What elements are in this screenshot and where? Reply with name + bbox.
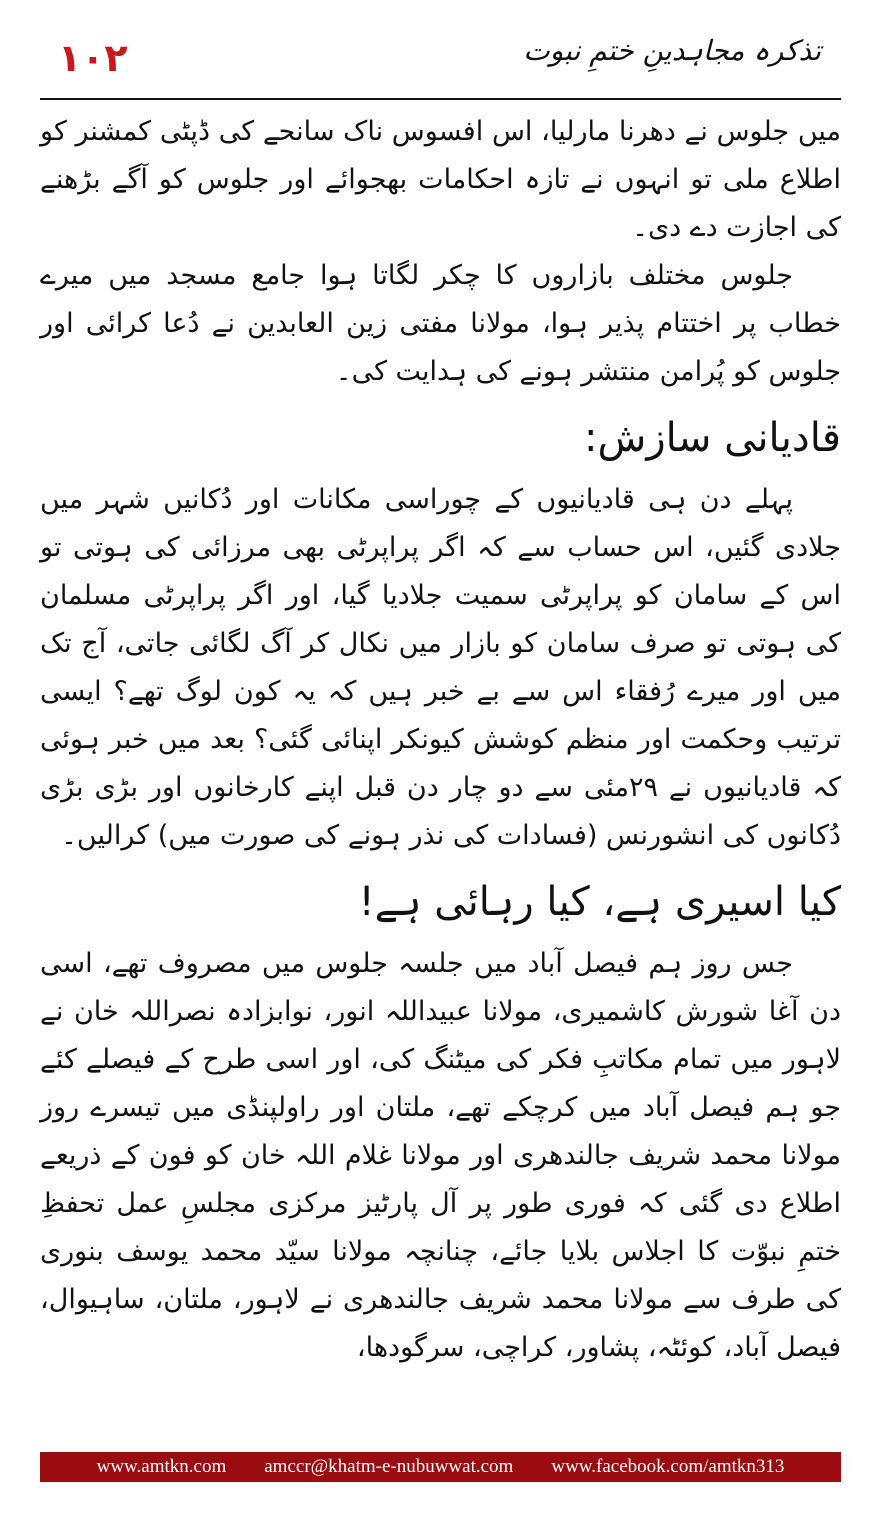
header-divider <box>40 98 841 100</box>
paragraph-2: جلوس مختلف بازاروں کا چکر لگاتا ہوا جامع مسجد میں میرے خطاب پر اختتام پذیر ہوا، مولانا مفتی زین العابدین نے دُعا کرائی اور جلوس کو پُرامن منتشر ہونے کی ہدایت کی۔ <box>40 260 841 387</box>
footer-facebook-link[interactable]: www.facebook.com/amtkn313 <box>551 1456 785 1477</box>
page-number: ١٠٢ <box>58 36 128 80</box>
footer-website-link[interactable]: www.amtkn.com <box>96 1456 227 1477</box>
paragraph-3: پہلے دن ہی قادیانیوں کے چوراسی مکانات اور دُکانیں شہر میں جلادی گئیں، اس حساب سے کہ اگر پراپرٹی بھی مرزائی کی ہوتی تو اس کے سامان کو پراپرٹی سمیت جلادیا گیا، اور اگر پراپرٹی مسلمان کی ہوتی تو صرف سامان کو بازار میں نکال کر آگ لگائی جاتی، آج تک میں اور میرے رُفقاء اس سے بے خبر ہیں کہ یہ کون لوگ تھے؟ ایسی ترتیب وحکمت اور منظم کوشش کیونکر اپنائی گئی؟ بعد میں خبر ہوئی کہ قادیانیوں نے ۲۹مئی سے دو چار دن قبل اپنے کارخانوں اور بڑی بڑی دُکانوں کی انشورنس (فسادات کی نذر ہونے کی صورت میں) کرالیں۔ <box>40 484 842 851</box>
book-title-header: تذکرہ مجاہدینِ ختمِ نبوت <box>523 34 821 67</box>
paragraph-4: جس روز ہم فیصل آباد میں جلسہ جلوس میں مصروف تھے، اسی دن آغا شورش کاشمیری، مولانا عبیداللہ انور، نوابزادہ نصراللہ خان نے لاہور میں تمام مکاتبِ فکر کی میٹنگ کی، اور اسی طرح کے فیصلے کئے جو ہم فیصل آباد میں کرچکے تھے، ملتان اور راولپنڈی میں تیسرے روز مولانا محمد شریف جالندھری اور مولانا غلام اللہ خان کو فون کے ذریعے اطلاع دی گئی کہ فوری طور پر آل پارٹیز مرکزی مجلسِ عمل تحفظِ ختمِ نبوّت کا اجلاس بلایا جائے، چنانچہ مولانا سیّد محمد یوسف بنوری کی طرف سے مولانا محمد شریف جالندھری نے لاہور، ملتان، ساہیوال، فیصل آباد، کوئٹہ، پشاور، کراچی، سرگودھا، <box>40 948 841 1363</box>
section-heading-imprisonment: کیا اسیری ہے، کیا رہائی ہے! <box>358 879 841 925</box>
footer-email-link[interactable]: amccr@khatm-e-nubuwwat.com <box>264 1456 514 1477</box>
section-heading-qadiani-conspiracy: قادیانی سازش: <box>584 415 841 461</box>
footer-bar <box>40 1452 841 1482</box>
paragraph-1: میں جلوس نے دھرنا مارلیا، اس افسوس ناک سانحے کی ڈپٹی کمشنر کو اطلاع ملی تو انہوں نے تازہ احکامات بھجوائے اور جلوس کو آگے بڑھنے کی اجازت دے دی۔ <box>40 116 841 243</box>
page-body <box>40 108 841 1372</box>
